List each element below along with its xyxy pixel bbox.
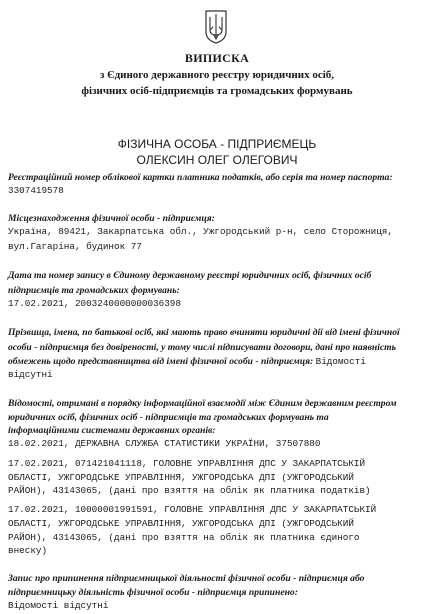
document-subtitle-line2: фізичних осіб-підприємців та громадських формувань — [81, 85, 353, 97]
representatives-label-line1: Прізвища, імена, по батькові осіб, які мають право вчиняти юридичні дії від імені фізичної — [8, 327, 400, 338]
info-exchange-entry3-line2: ОБЛАСТІ, УЖГОРОДСЬКЕ УПРАВЛІННЯ, УЖГОРОДСЬКА ДПІ (УЖГОРОДСЬКИЙ — [8, 518, 354, 529]
info-exchange-entry2-line3: РАЙОН), 43143065, (дані про взяття на облік як платника податків) — [8, 485, 371, 496]
document-title: ВИПИСКА — [184, 51, 250, 65]
record-label-line2: підприємців та громадських формувань: — [8, 285, 180, 296]
info-exchange-label-line1: Відомості, отримані в порядку інформаційної взаємодії між Єдиним державним реєстром — [8, 398, 397, 409]
info-exchange-entry3-line1: 17.02.2021, 10000001991591, ГОЛОВНЕ УПРАВЛІННЯ ДПС У ЗАКАРПАТСЬКІЙ — [8, 504, 377, 515]
location-value-line2: вул.Гагаріна, будинок 77 — [8, 241, 142, 252]
entity-name: ОЛЕКСИН ОЛЕГ ОЛЕГОВИЧ — [136, 153, 298, 167]
trident-emblem-icon — [205, 10, 227, 44]
entity-type: ФІЗИЧНА ОСОБА - ПІДПРИЄМЕЦЬ — [117, 137, 317, 151]
record-value: 17.02.2021, 2003240000000036398 — [8, 298, 181, 309]
tax-number-label: Реєстраційний номер облікової картки платника податків, або серія та номер паспорта: — [8, 172, 393, 183]
info-exchange-label-line3: інформаційними системами державних органів: — [8, 425, 216, 436]
representatives-label-line2: особи - підприємця без довіреності, у тому числі підписувати договори, дані про наявність — [8, 342, 396, 353]
representatives-value-line2: відсутні — [8, 369, 53, 380]
record-label-line1: Дата та номер запису в Єдиному державному реєстрі юридичних осіб, фізичних осіб — [8, 270, 372, 281]
info-exchange-entry1: 18.02.2021, ДЕРЖАВНА СЛУЖБА СТАТИСТИКИ УКРАЇНИ, 37507880 — [8, 438, 321, 449]
location-label: Місцезнаходження фізичної особи - підприємця: — [8, 213, 215, 224]
info-exchange-entry3-line4: внеску) — [8, 545, 48, 556]
termination-value: Відомості відсутні — [8, 600, 109, 611]
info-exchange-entry3-line3: РАЙОН), 43143065, (дані про взяття на облік як платника єдиного — [8, 532, 360, 543]
representatives-value-inline: Відомості — [315, 356, 366, 367]
info-exchange-entry2-line2: ОБЛАСТІ, УЖГОРОДСЬКЕ УПРАВЛІННЯ, УЖГОРОДСЬКА ДПІ (УЖГОРОДСЬКИЙ — [8, 472, 354, 483]
termination-label-line2: підприємницьку діяльність фізичної особи - підприємця припинено: — [8, 587, 298, 598]
tax-number-value: 3307419578 — [8, 185, 64, 196]
location-value-line1: Україна, 89421, Закарпатська обл., Ужгородський р-н, село Сторожниця, — [8, 226, 393, 237]
info-exchange-label-line2: юридичних осіб, фізичних осіб - підприємців та громадських формувань та — [8, 412, 329, 423]
info-exchange-entry2-line1: 17.02.2021, 071421041118, ГОЛОВНЕ УПРАВЛІННЯ ДПС У ЗАКАРПАТСЬКІЙ — [8, 458, 366, 469]
termination-label-line1: Запис про припинення підприємницької діяльності фізичної особи - підприємця або — [8, 573, 365, 584]
representatives-label-text: обмежень щодо представництва від імені фізичної особи - підприємця: — [8, 356, 314, 367]
document-subtitle-line1: з Єдиного державного реєстру юридичних осіб, — [99, 69, 335, 81]
